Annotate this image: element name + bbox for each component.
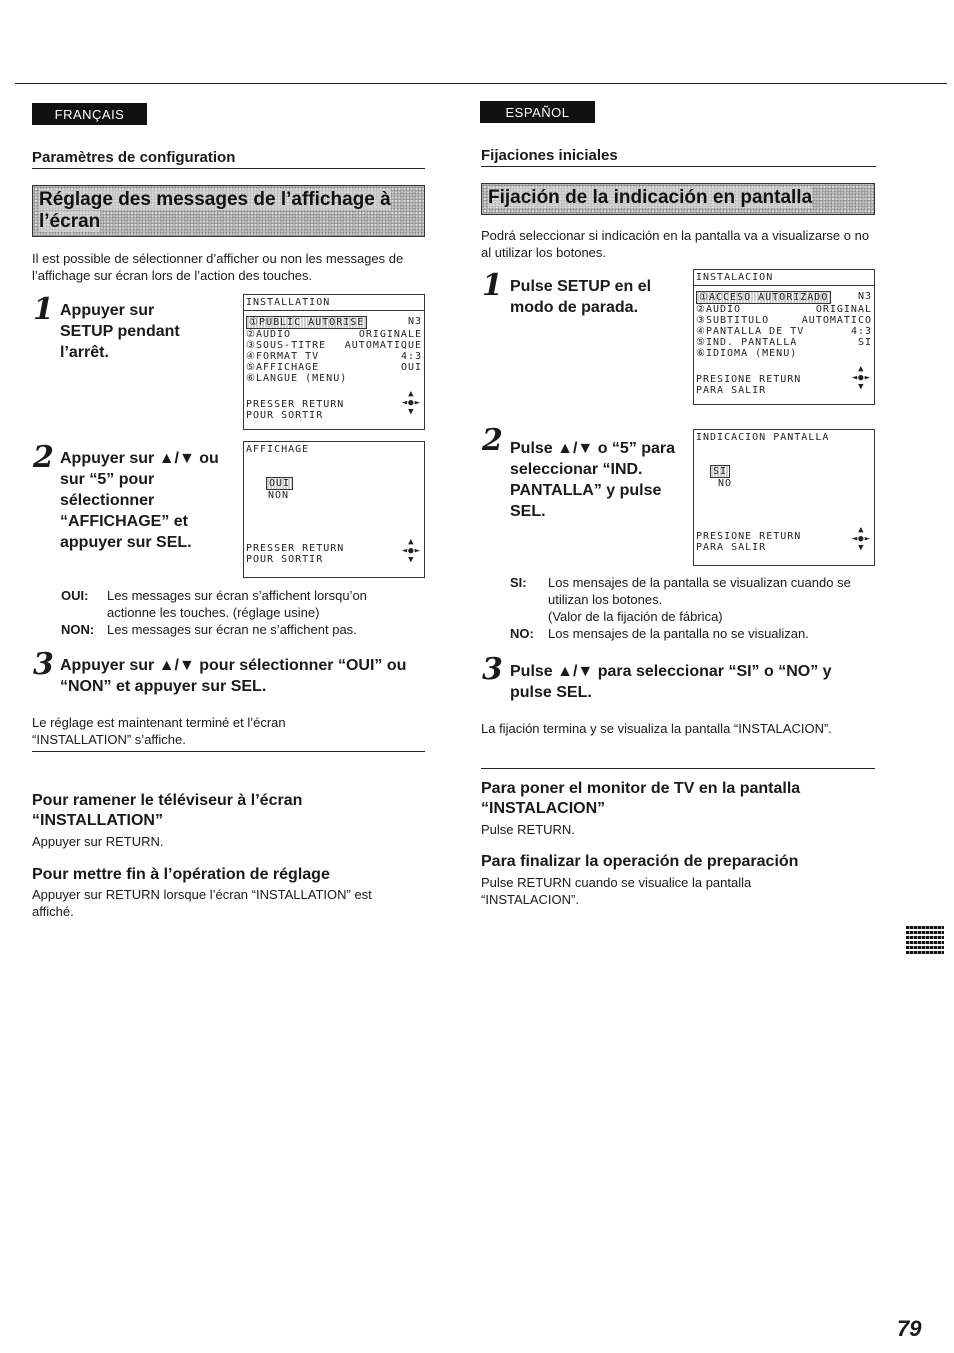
intro-es: Podrá seleccionar si indicación en la pantalla va a visualizarse o no al utilizar los botones. — [481, 228, 870, 260]
banner-es — [481, 183, 875, 215]
osd-row-5-value: SI — [857, 337, 872, 348]
osd-option-non: NON — [268, 490, 290, 501]
section-rule-es — [481, 166, 876, 167]
osd-title: INSTALACION — [696, 272, 774, 283]
finish-heading-es: Para finalizar la operación de preparación — [481, 853, 799, 870]
step-3-text-fr: Appuyer sur ▲/▼ pour sélectionner “OUI” ou “NON” et appuyer sur SEL. — [60, 657, 407, 695]
osd-footer-2: POUR SORTIR — [246, 410, 324, 421]
osd-row-3-value: AUTOMATIQUE — [344, 340, 422, 351]
osd-screen-indicacion-es — [693, 429, 875, 566]
osd-row-2-value: ORIGINALE — [358, 329, 422, 340]
osd-title: INDICACION PANTALLA — [696, 432, 830, 443]
osd-row-2-label: ②AUDIO — [696, 304, 742, 315]
top-rule — [15, 83, 947, 84]
osd-option-no: NO — [718, 478, 733, 489]
option-desc-si: Los mensajes de la pantalla se visualizan cuando se utilizan los botones. — [548, 575, 851, 607]
osd-screen-installation-fr — [243, 294, 425, 430]
divider-es — [481, 768, 875, 769]
step-3-text-es: Pulse ▲/▼ para seleccionar “SI” o “NO” y pulse SEL. — [510, 663, 832, 701]
return-heading-es: Para poner el monitor de TV en la pantalla “INSTALACION” — [481, 780, 801, 817]
option-desc-oui: Les messages sur écran s’affichent lorsqu’on actionne les touches. (réglage usine) — [107, 588, 367, 620]
finish-text-fr: Appuyer sur RETURN lorsque l’écran “INSTALLATION” est affiché. — [32, 887, 372, 919]
finish-heading-fr: Pour mettre fin à l’opération de réglage — [32, 866, 330, 883]
option-key-non: NON: — [61, 622, 95, 637]
banner-fr-line2: l’écran — [39, 211, 101, 232]
osd-row-5-value: OUI — [400, 362, 422, 373]
osd-footer-2: POUR SORTIR — [246, 554, 324, 565]
osd-nav-arrows-icon: ▲ ◄●► ▼ — [851, 525, 871, 553]
outro-es: La fijación termina y se visualiza la pantalla “INSTALACION”. — [481, 721, 832, 736]
step-1-text-fr: Appuyer sur SETUP pendant l’arrêt. — [60, 302, 180, 361]
osd-row-3-label: ③SOUS-TITRE — [246, 340, 327, 351]
osd-row-3-value: AUTOMATICO — [801, 315, 872, 326]
options-list-fr — [61, 587, 406, 638]
osd-screen-instalacion-es — [693, 269, 875, 405]
step-3-number-es: 3 — [482, 652, 503, 687]
osd-footer-1: PRESIONE RETURN — [696, 531, 802, 542]
osd-screen-affichage-fr — [243, 441, 425, 578]
intro-fr: Il est possible de sélectionner d’afficher ou non les messages de l’affichage sur écran lors de l’action des touches. — [32, 251, 404, 283]
step-2-number-fr: 2 — [33, 440, 54, 475]
osd-row-4-label: ④FORMAT TV — [246, 351, 320, 362]
osd-row-1-label: ①ACCESO AUTORIZADO — [696, 291, 831, 304]
step-3-number-fr: 3 — [33, 647, 54, 682]
option-desc-no: Los mensajes de la pantalla no se visualizan. — [548, 626, 809, 641]
option-key-si: SI: — [510, 575, 527, 590]
section-title-es: Fijaciones iniciales — [481, 147, 618, 164]
osd-title: INSTALLATION — [246, 297, 331, 308]
step-2-text-es: Pulse ▲/▼ o “5” para seleccionar “IND. PANTALLA” y pulse SEL. — [510, 440, 676, 520]
osd-option-si: SI — [710, 465, 730, 478]
osd-row-6-label: ⑥LANGUE (MENU) — [246, 373, 348, 384]
step-1-number-fr: 1 — [33, 292, 54, 327]
osd-title: AFFICHAGE — [246, 444, 310, 455]
outro-fr: Le réglage est maintenant terminé et l’écran “INSTALLATION” s’affiche. — [32, 715, 286, 747]
osd-footer-2: PARA SALIR — [696, 385, 767, 396]
section-title-fr: Paramètres de configuration — [32, 149, 236, 166]
banner-es-text: Fijación de la indicación en pantalla — [488, 187, 813, 208]
option-key-oui: OUI: — [61, 588, 89, 603]
osd-row-4-label: ④PANTALLA DE TV — [696, 326, 805, 337]
banner-fr-line1: Réglage des messages de l’affichage à — [39, 189, 391, 210]
return-text-es: Pulse RETURN. — [481, 822, 575, 837]
osd-row-2-value: ORIGINAL — [815, 304, 872, 315]
step-1-text-es: Pulse SETUP en el modo de parada. — [510, 278, 652, 316]
banner-fr — [32, 185, 425, 237]
option-key-no: NO: — [510, 626, 534, 641]
finish-text-es: Pulse RETURN cuando se visualice la pantalla “INSTALACION”. — [481, 875, 752, 907]
section-rule-fr — [32, 168, 425, 169]
osd-nav-arrows-icon: ▲ ◄●► ▼ — [401, 389, 421, 417]
step-2-text-fr: Appuyer sur ▲/▼ ou sur “5” pour sélectionner “AFFICHAGE” et appuyer sur SEL. — [60, 450, 219, 551]
language-badge-fr: FRANÇAIS — [32, 103, 147, 125]
osd-row-4-value: 4:3 — [850, 326, 872, 337]
option-desc-non: Les messages sur écran ne s’affichent pas. — [107, 622, 357, 637]
osd-row-3-label: ③SUBTITULO — [696, 315, 770, 326]
osd-option-oui: OUI — [266, 477, 293, 490]
language-badge-es: ESPAÑOL — [480, 101, 595, 123]
return-text-fr: Appuyer sur RETURN. — [32, 834, 164, 849]
osd-row-2-label: ②AUDIO — [246, 329, 292, 340]
osd-row-5-label: ⑤IND. PANTALLA — [696, 337, 798, 348]
osd-footer-1: PRESSER RETURN — [246, 399, 345, 410]
osd-row-1-label: ①PUBLIC AUTORISE — [246, 316, 367, 329]
osd-row-5-label: ⑤AFFICHAGE — [246, 362, 320, 373]
osd-row-6-label: ⑥IDIOMA (MENU) — [696, 348, 798, 359]
step-2-number-es: 2 — [482, 423, 503, 458]
thumb-index-tab-texture — [906, 924, 944, 954]
divider-fr — [32, 751, 425, 752]
osd-row-1-value: N3 — [407, 316, 422, 327]
osd-nav-arrows-icon: ▲ ◄●► ▼ — [401, 537, 421, 565]
page-number: 79 — [897, 1316, 922, 1341]
osd-row-4-value: 4:3 — [400, 351, 422, 362]
osd-footer-1: PRESSER RETURN — [246, 543, 345, 554]
step-1-number-es: 1 — [482, 268, 503, 303]
return-heading-fr: Pour ramener le téléviseur à l’écran “INSTALLATION” — [32, 792, 303, 829]
osd-footer-1: PRESIONE RETURN — [696, 374, 802, 385]
osd-footer-2: PARA SALIR — [696, 542, 767, 553]
options-list-es — [510, 574, 870, 642]
option-note-si: (Valor de la fijación de fábrica) — [548, 609, 723, 624]
osd-row-1-value: N3 — [857, 291, 872, 302]
osd-nav-arrows-icon: ▲ ◄●► ▼ — [851, 364, 871, 392]
